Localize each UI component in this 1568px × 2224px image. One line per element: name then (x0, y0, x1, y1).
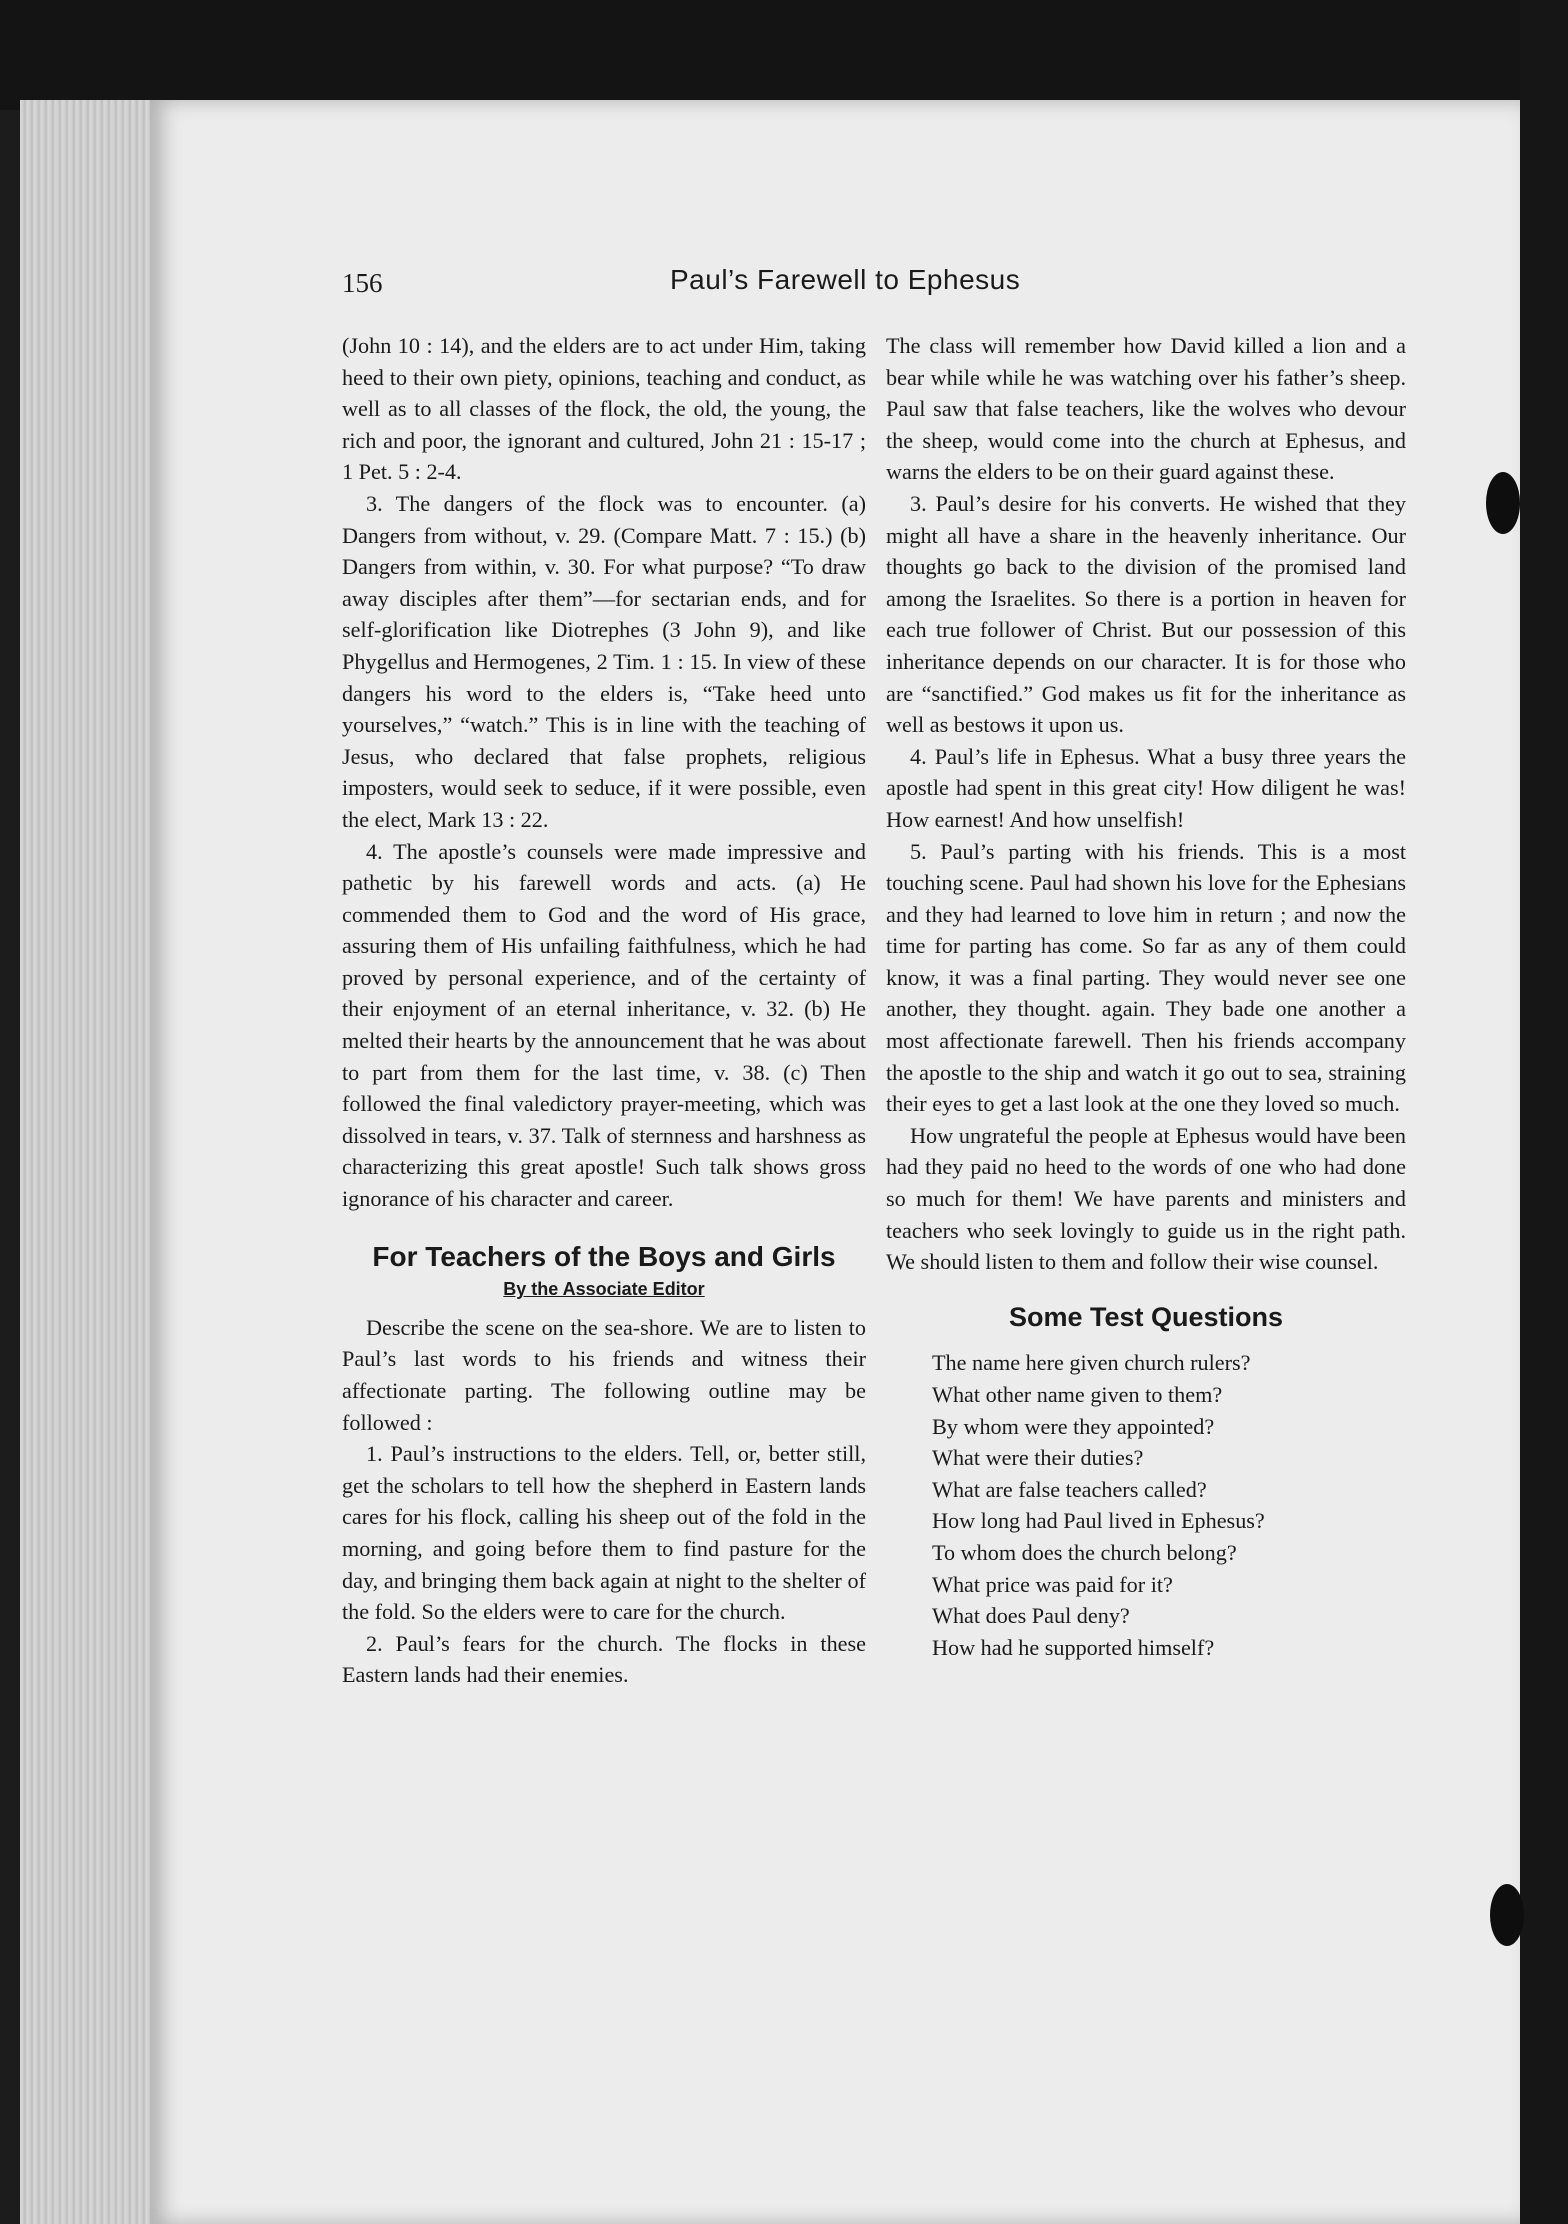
book-page-edges (20, 100, 170, 2224)
right-paragraph: 3. Paul’s desire for his converts. He wished that they might all have a share in the heavenly inheritance. Our thoughts go back to the division of the promised land among the Israelites. So there is a portion in heaven for each true follower of Christ. But our possession of this inheritance depends on our character. It is for those who are “sanctified.” God makes us fit for the inheritance as well as bestows it upon us. (886, 490, 1406, 738)
left-paragraph: 3. The dangers of the flock was to encounter. (a) Dangers from without, v. 29. (Compare Matt. 7 : 15.) (b) Dangers from within, v. 30. For what purpose? “To draw away disciples after them”—for sectarian ends, and for self-glorification like Diotrephes (3 John 9), and like Phygellus and Hermogenes, 2 Tim. 1 : 15. In view of these dangers his word to the elders is, “Take heed unto yourselves,” “watch.” This is in line with the teaching of Jesus, who declared that false prophets, religious imposters, would seek to seduce, if it were possible, even the elect, Mark 13 : 22. (342, 490, 866, 832)
question-item: By whom were they appointed? (932, 1413, 1215, 1439)
section-paragraph: 1. Paul’s instructions to the elders. Tell, or, better still, get the scholars to tell how the shepherd in Eastern lands cares for his flock, calling his sheep out of the fold in the morning, and going before them to find pasture for the day, and bringing them back again at night to the shelter of the fold. So the elders were to care for the church. (342, 1441, 866, 1625)
binding-hole-top (1486, 472, 1520, 534)
question-item: What other name given to them? (932, 1382, 1223, 1407)
scan-background-right (1520, 0, 1568, 2224)
question-item: How long had Paul lived in Ephesus? (932, 1508, 1265, 1534)
section-heading: For Teachers of the Boys and Girls (372, 1240, 836, 1272)
right-paragraph: 4. Paul’s life in Ephesus. What a busy three years the apostle had spent in this great city! How diligent he was! How earnest! And how unselfish! (886, 743, 1406, 832)
scan-background-top (0, 0, 1568, 110)
section-paragraph: Describe the scene on the sea-shore. We are to listen to Paul’s last words to his friends and witness their affectionate parting. The following outline may be followed : (342, 1314, 866, 1435)
questions-list (886, 1347, 1406, 1663)
right-column (886, 330, 1406, 1663)
question-item: What does Paul deny? (932, 1603, 1130, 1629)
left-paragraph: 4. The apostle’s counsels were made impressive and pathetic by his farewell words and acts. (a) He commended them to God and the word of His grace, assuring them of His unfailing faithfulness, which he had proved by personal experience, and of the certainty of their enjoyment of an eternal inheritance, v. 32. (b) He melted their hearts by the announcement that he was about to part from them for the last time, v. 38. (c) Then followed the final valedictory prayer-meeting, which was dissolved in tears, v. 37. Talk of sternness and harshness as characterizing this great apostle! Such talk shows gross ignorance of his character and career. (342, 838, 866, 1212)
left-paragraph: (John 10 : 14), and the elders are to act under Him, taking heed to their own piety, opinions, teaching and conduct, as well as to all classes of the flock, the old, the young, the rich and poor, the ignorant and cultured, John 21 : 15-17 ; 1 Pet. 5 : 2-4. (342, 333, 866, 485)
right-paragraph: The class will remember how David killed a lion and a bear while while he was watching over his father’s sheep. Paul saw that false teachers, like the wolves who devour the sheep, would come into the church at Ephesus, and warns the elders to be on their guard against these. (886, 333, 1406, 485)
byline: By the Associate Editor (503, 1279, 705, 1300)
question-item: To whom does the church belong? (932, 1539, 1237, 1565)
question-item: What price was paid for it? (932, 1571, 1173, 1597)
question-item: What are false teachers called? (932, 1476, 1207, 1502)
running-title: Paul’s Farewell to Ephesus (670, 264, 1021, 295)
questions-heading: Some Test Questions (1008, 1301, 1284, 1332)
section-paragraph: 2. Paul’s fears for the church. The flocks in these Eastern lands had their enemies. (342, 1630, 866, 1688)
right-paragraph: How ungrateful the people at Ephesus would have been had they paid no heed to the words of one who had done so much for them! We have parents and ministers and teachers who seek lovingly to guide us in the right path. We should listen to them and follow their wise counsel. (886, 1122, 1406, 1275)
question-item: How had he supported himself? (932, 1634, 1215, 1660)
question-item: What were their duties? (932, 1445, 1144, 1471)
binding-hole-bottom (1490, 1884, 1524, 1946)
page-number: 156 (342, 268, 383, 298)
left-column (342, 330, 866, 1691)
right-paragraph: 5. Paul’s parting with his friends. This is a most touching scene. Paul had shown his love for the Ephesians and they had learned to love him in return ; and now the time for parting has come. So far as any of them could know, it was a final parting. They would never see one another, they thought. again. They bade one another a most affectionate farewell. Then his friends accompany the apostle to the ship and watch it go out to sea, straining their eyes to get a last look at the one they loved so much. (886, 838, 1406, 1117)
question-item: The name here given church rulers? (932, 1350, 1251, 1376)
